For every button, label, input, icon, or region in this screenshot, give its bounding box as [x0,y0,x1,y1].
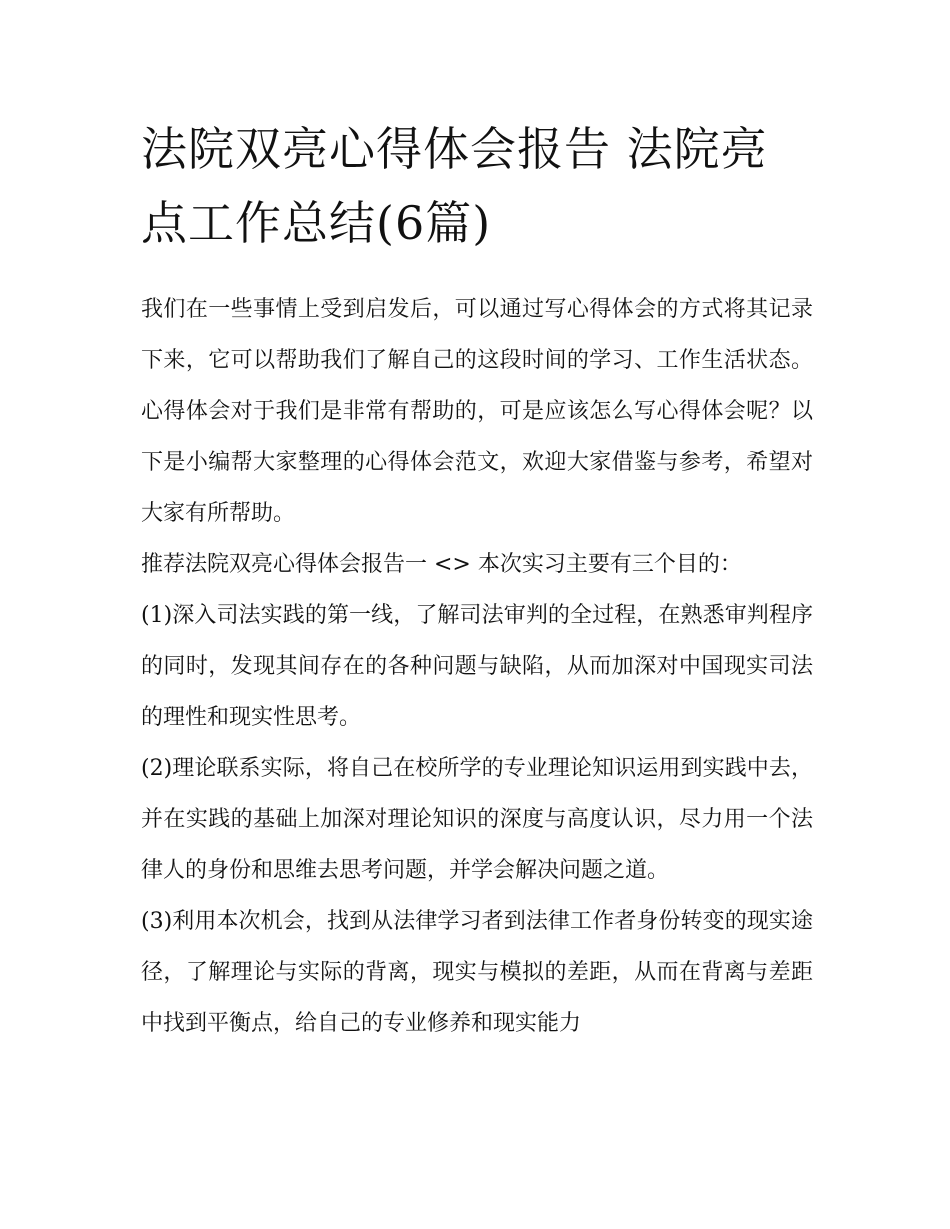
document-body [141,112,813,1049]
paragraph-purpose-1: (1)深入司法实践的第一线，了解司法审判的全过程，在熟悉审判程序的同时，发现其间存在的各种问题与缺陷，从而加深对中国现实司法的理性和现实性思考。 [141,603,813,730]
paragraph-recommend: 推荐法院双亮心得体会报告一 <> 本次实习主要有三个目的： [141,552,742,577]
paragraph-purpose-3: (3)利用本次机会，找到从法律学习者到法律工作者身份转变的现实途径，了解理论与实际的背离，现实与模拟的差距，从而在背离与差距中找到平衡点，给自己的专业修养和现实能力 [141,909,813,1036]
document-title: 法院双亮心得体会报告 法院亮点工作总结(6篇) [141,122,768,250]
paragraph-purpose-2: (2)理论联系实际，将自己在校所学的专业理论知识运用到实践中去，并在实践的基础上加深对理论知识的深度与高度认识，尽力用一个法律人的身份和思维去思考问题，并学会解决问题之道。 [141,756,813,883]
paragraph-intro: 我们在一些事情上受到启发后，可以通过写心得体会的方式将其记录下来，它可以帮助我们了解自己的这段时间的学习、工作生活状态。心得体会对于我们是非常有帮助的，可是应该怎么写心得体会呢？以下是小编帮大家整理的心得体会范文，欢迎大家借鉴与参考，希望对大家有所帮助。 [141,297,813,526]
